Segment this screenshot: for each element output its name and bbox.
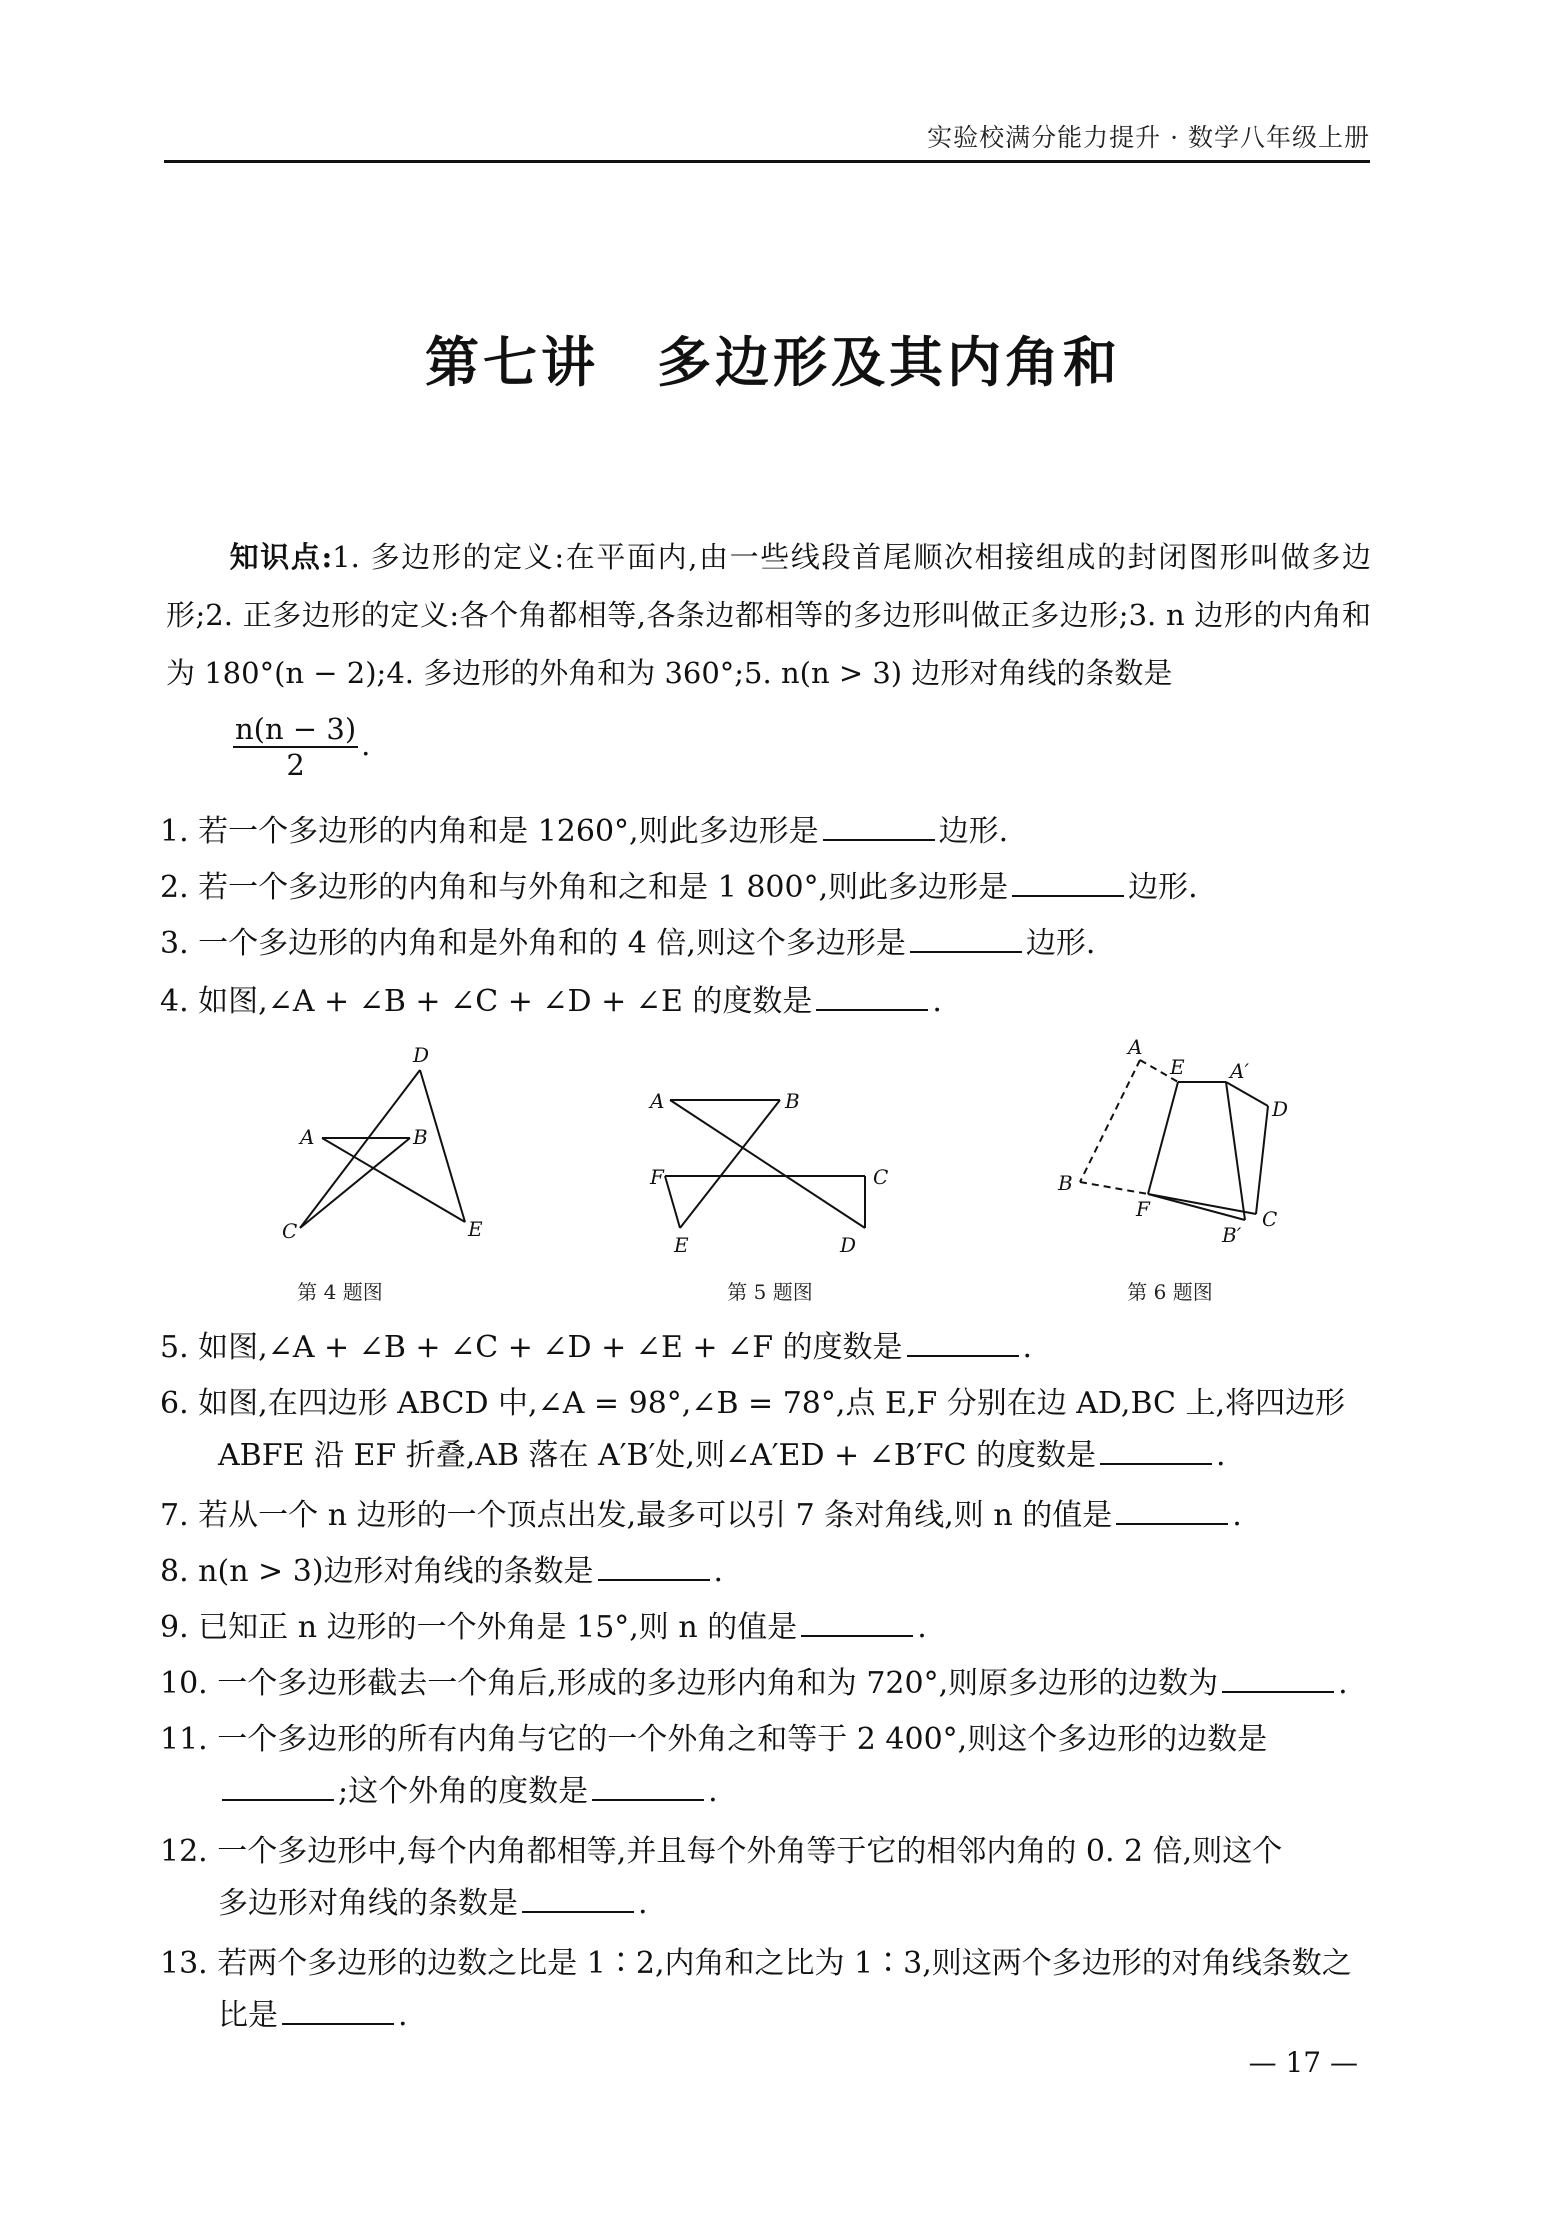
fig6-dashed-BF: [1080, 1182, 1148, 1194]
fig5-label-A: A: [650, 1089, 665, 1113]
figure-5: [640, 1080, 900, 1260]
fig6-label-E: E: [1170, 1055, 1185, 1079]
answer-blank[interactable]: [823, 811, 935, 841]
question-suffix: .: [713, 1554, 724, 1589]
fig6-segment-FB-prime: [1148, 1194, 1245, 1220]
fig5-segment-AD: [670, 1100, 865, 1228]
question-text-line2: 多边形对角线的条数是: [218, 1886, 518, 1921]
fig5-segment-BE: [680, 1100, 780, 1228]
answer-blank[interactable]: [1116, 1495, 1228, 1525]
fig6-label-C: C: [1262, 1207, 1278, 1231]
question-number: 4.: [160, 984, 189, 1019]
answer-blank[interactable]: [282, 1995, 394, 2025]
answer-blank[interactable]: [1012, 867, 1124, 897]
fig6-segment-DC: [1256, 1106, 1268, 1214]
question-text: 已知正 n 边形的一个外角是 15°,则 n 的值是: [198, 1610, 798, 1645]
question-7: [160, 1490, 1375, 1542]
question-suffix: .: [1022, 1330, 1033, 1365]
answer-blank[interactable]: [910, 923, 1022, 953]
answer-blank[interactable]: [816, 981, 928, 1011]
fig6-label-B-prime: B′: [1222, 1223, 1242, 1247]
figure-4-caption: 第 4 题图: [297, 1280, 383, 1304]
question-number: 10.: [160, 1666, 208, 1701]
question-text-mid: ;这个外角的度数是: [338, 1774, 589, 1809]
fig6-label-D: D: [1272, 1097, 1289, 1121]
question-text: 一个多边形中,每个内角都相等,并且每个外角等于它的相邻内角的 0. 2 倍,则这个: [217, 1834, 1283, 1869]
page-title: 第七讲 多边形及其内角和: [425, 330, 1121, 394]
question-text: n(n > 3)边形对角线的条数是: [198, 1554, 594, 1589]
question-8: [160, 1546, 1375, 1598]
fraction-numerator: n(n − 3): [235, 712, 357, 746]
answer-blank[interactable]: [1222, 1663, 1334, 1693]
knowledge-fraction-line: [230, 712, 370, 782]
answer-blank-2[interactable]: [592, 1771, 704, 1801]
figure-5-drawing: [640, 1080, 900, 1260]
question-number: 7.: [160, 1498, 189, 1533]
fig5-label-B: B: [785, 1089, 800, 1113]
question-6: [160, 1378, 1375, 1482]
question-12: [160, 1826, 1375, 1930]
question-number: 5.: [160, 1330, 189, 1365]
header-rule: [164, 160, 1370, 163]
question-text: 若两个多边形的边数之比是 1∶2,内角和之比为 1∶3,则这两个多边形的对角线条数之: [217, 1946, 1352, 1981]
question-4: [160, 976, 1375, 1028]
fig4-label-A: A: [300, 1125, 315, 1149]
fig6-label-F: F: [1136, 1197, 1150, 1221]
question-number: 8.: [160, 1554, 189, 1589]
question-suffix: .: [1338, 1666, 1348, 1701]
fig4-label-B: B: [413, 1125, 428, 1149]
question-text: 一个多边形截去一个角后,形成的多边形内角和为 720°,则原多边形的边数为: [217, 1666, 1219, 1701]
figure-4-drawing: [270, 1040, 500, 1250]
running-header: 实验校满分能力提升 · 数学八年级上册: [927, 123, 1370, 152]
question-1: [160, 806, 1375, 858]
fig6-segment-A-prime-B-prime: [1226, 1082, 1245, 1220]
question-2: [160, 862, 1375, 914]
knowledge-text: 1. 多边形的定义:在平面内,由一些线段首尾顺次相接组成的封闭图形叫做多边形;2. 正多边形的定义:各个角都相等,各条边都相等的多边形叫做正多边形;3. n 边形的内角和为 180°(n − 2);4. 多边形的外角和为 360°;5. n(n > 3) 边形对角线的条数是: [166, 540, 1371, 690]
fig4-segment-DC: [300, 1070, 420, 1228]
fig5-label-E: E: [674, 1233, 689, 1257]
knowledge-end-period: .: [361, 728, 371, 762]
figure-4: [270, 1040, 500, 1250]
answer-blank[interactable]: [522, 1883, 634, 1913]
question-number: 1.: [160, 814, 189, 849]
answer-blank[interactable]: [1100, 1435, 1212, 1465]
question-text: 一个多边形的内角和是外角和的 4 倍,则这个多边形是: [198, 926, 906, 961]
question-suffix: 边形.: [1128, 870, 1198, 905]
question-number: 6.: [160, 1386, 189, 1421]
question-text: 如图,在四边形 ABCD 中,∠A = 98°,∠B = 78°,点 E,F 分别在边 AD,BC 上,将四边形: [198, 1386, 1346, 1421]
question-13: [160, 1938, 1375, 2042]
question-5: [160, 1322, 1375, 1374]
question-text-line2: ABFE 沿 EF 折叠,AB 落在 A′B′处,则∠A′ED + ∠B′FC 的度数是: [218, 1438, 1097, 1473]
question-text: 如图,∠A + ∠B + ∠C + ∠D + ∠E + ∠F 的度数是: [198, 1330, 903, 1365]
knowledge-label: 知识点:: [228, 540, 333, 574]
question-suffix: .: [1216, 1438, 1226, 1473]
fig6-label-A: A: [1128, 1035, 1143, 1059]
question-suffix: .: [398, 1998, 408, 2033]
fig6-segment-A-prime-D: [1226, 1082, 1268, 1106]
fig6-segment-FC: [1148, 1194, 1256, 1214]
question-3: [160, 918, 1375, 970]
question-text: 一个多边形的所有内角与它的一个外角之和等于 2 400°,则这个多边形的边数是: [217, 1722, 1268, 1757]
fig5-segment-FE: [665, 1176, 680, 1228]
fig6-dashed-AB: [1080, 1060, 1140, 1182]
fig4-label-E: E: [468, 1217, 483, 1241]
figure-6: [1040, 1030, 1300, 1260]
fig6-label-A-prime: A′: [1230, 1059, 1249, 1083]
question-10: [160, 1658, 1375, 1710]
question-suffix: .: [932, 984, 942, 1019]
fig4-label-C: C: [282, 1219, 298, 1243]
figure-5-caption: 第 5 题图: [727, 1280, 813, 1304]
figure-6-drawing: [1040, 1030, 1300, 1260]
fig6-segment-EF: [1148, 1082, 1178, 1194]
question-9: [160, 1602, 1375, 1654]
page-number: — 17 —: [1248, 2046, 1358, 2079]
answer-blank[interactable]: [907, 1327, 1019, 1357]
question-text: 若一个多边形的内角和与外角和之和是 1 800°,则此多边形是: [198, 870, 1009, 905]
question-number: 9.: [160, 1610, 189, 1645]
question-suffix: .: [708, 1774, 718, 1809]
question-suffix: 边形.: [938, 814, 1009, 849]
question-text: 若一个多边形的内角和是 1260°,则此多边形是: [198, 814, 819, 849]
figure-6-caption: 第 6 题图: [1127, 1280, 1213, 1304]
fig5-label-F: F: [650, 1165, 664, 1189]
question-suffix: .: [917, 1610, 927, 1645]
question-text: 若从一个 n 边形的一个顶点出发,最多可以引 7 条对角线,则 n 的值是: [198, 1498, 1113, 1533]
fraction-denominator: 2: [286, 748, 305, 782]
fig5-label-D: D: [840, 1233, 857, 1257]
fig5-label-C: C: [873, 1165, 889, 1189]
answer-blank[interactable]: [598, 1551, 710, 1581]
fig4-label-D: D: [413, 1043, 430, 1067]
question-number: 11.: [160, 1722, 208, 1757]
question-11: [160, 1714, 1375, 1818]
fig4-segment-BC: [300, 1138, 410, 1228]
diagonal-count-fraction: [233, 712, 358, 782]
question-number: 13.: [160, 1946, 208, 1981]
question-suffix: .: [638, 1886, 648, 1921]
question-number: 12.: [160, 1834, 208, 1869]
question-number: 2.: [160, 870, 189, 905]
question-number: 3.: [160, 926, 189, 961]
answer-blank-1[interactable]: [222, 1771, 334, 1801]
question-text-line2: 比是: [218, 1998, 278, 2033]
knowledge-points: [166, 528, 1371, 702]
question-text: 如图,∠A + ∠B + ∠C + ∠D + ∠E 的度数是: [198, 984, 813, 1019]
fig6-label-B: B: [1058, 1171, 1073, 1195]
answer-blank[interactable]: [801, 1607, 913, 1637]
question-suffix: 边形.: [1025, 926, 1096, 961]
question-suffix: .: [1232, 1498, 1242, 1533]
